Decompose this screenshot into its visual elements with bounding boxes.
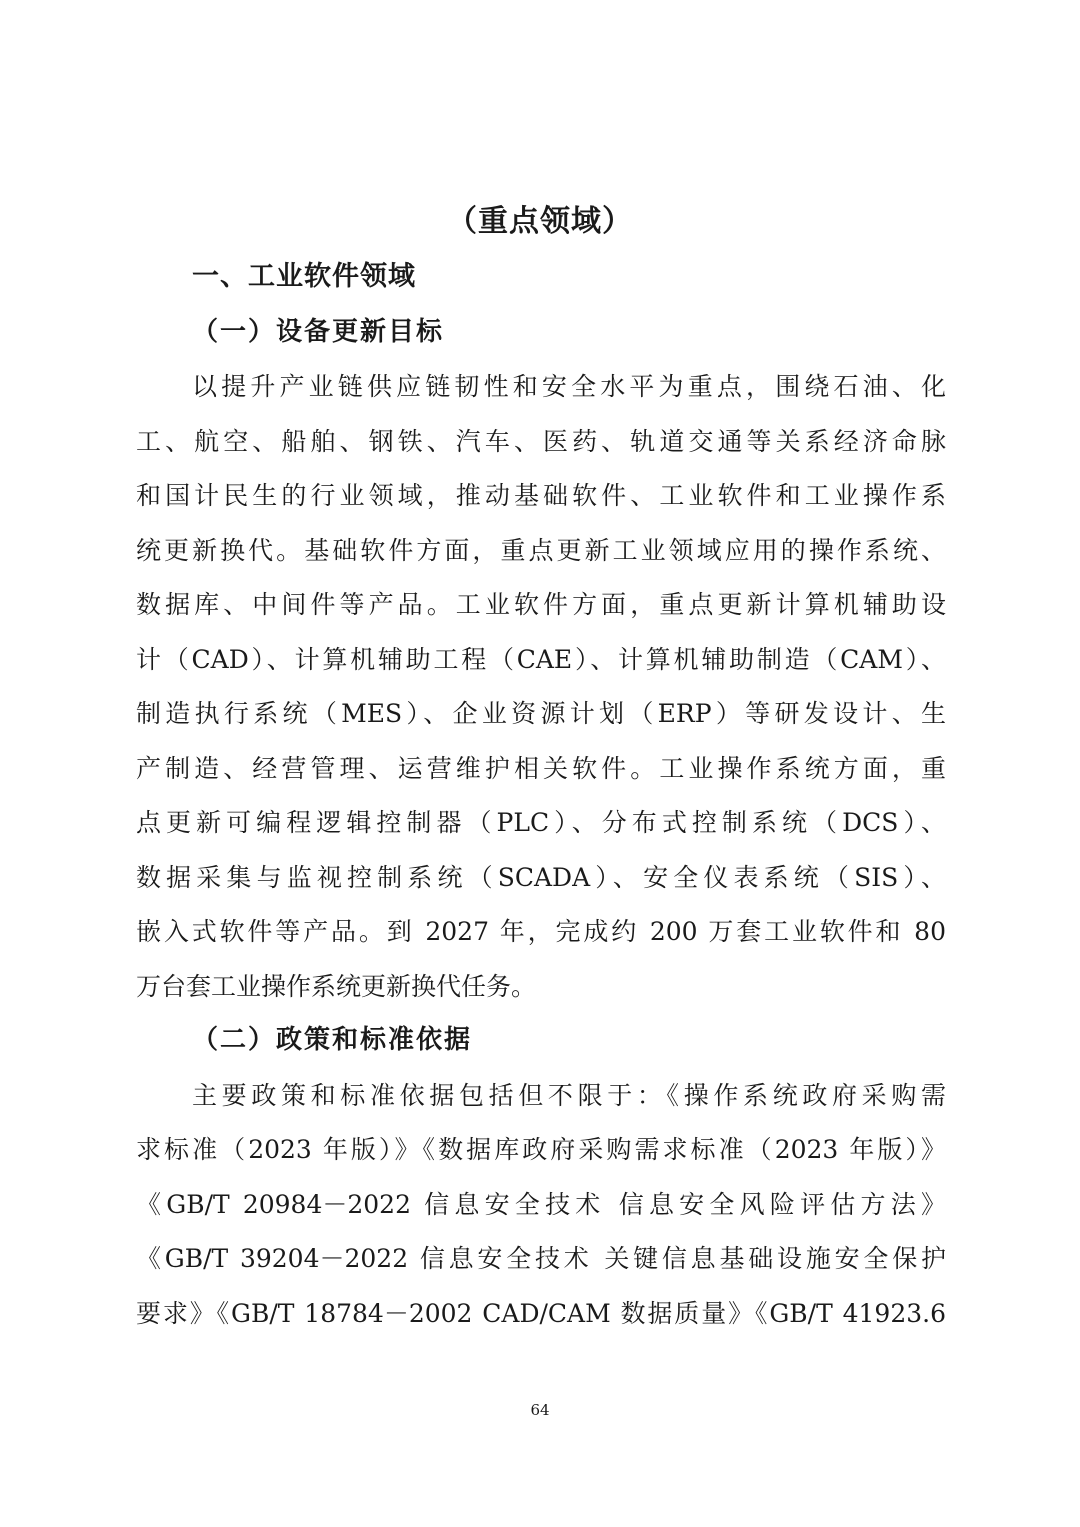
paragraph-line: 求标准（2023 年版）》《数据库政府采购需求标准（2023 年版）》 xyxy=(136,1135,946,1164)
paragraph-line: 《GB/T 39204－2022 信息安全技术 关键信息基础设施安全保护 xyxy=(136,1244,946,1273)
subsection-heading-equipment-update-goal: （一）设备更新目标 xyxy=(192,317,445,347)
paragraph-line: 和国计民生的行业领域，推动基础软件、工业软件和工业操作系 xyxy=(136,481,946,510)
paragraph-line: 《GB/T 20984－2022 信息安全技术 信息安全风险评估方法》 xyxy=(136,1190,946,1219)
paragraph-line: 数据采集与监视控制系统（SCADA）、安全仪表系统（SIS）、 xyxy=(136,863,946,892)
page-number: 64 xyxy=(530,1401,550,1419)
subsection-heading-policy-standards: （二）政策和标准依据 xyxy=(192,1025,473,1055)
paragraph-line: 数据库、中间件等产品。工业软件方面，重点更新计算机辅助设 xyxy=(136,590,946,619)
section-heading: 一、工业软件领域 xyxy=(192,261,416,292)
paragraph-line: 万台套工业操作系统更新换代任务。 xyxy=(136,972,537,1001)
paragraph-line: 计（CAD）、计算机辅助工程（CAE）、计算机辅助制造（CAM）、 xyxy=(136,645,946,674)
paragraph-line: 主要政策和标准依据包括但不限于：《操作系统政府采购需 xyxy=(192,1081,946,1110)
paragraph-line: 点更新可编程逻辑控制器（PLC）、分布式控制系统（DCS）、 xyxy=(136,808,946,837)
paragraph-line: 要求》《GB/T 18784－2002 CAD/CAM 数据质量》《GB/T 41923.6 xyxy=(136,1299,946,1328)
document-title: （重点领域） xyxy=(447,204,633,239)
paragraph-line: 统更新换代。基础软件方面，重点更新工业领域应用的操作系统、 xyxy=(136,536,946,565)
paragraph-line: 嵌入式软件等产品。到 2027 年，完成约 200 万套工业软件和 80 xyxy=(136,917,946,946)
paragraph-line: 产制造、经营管理、运营维护相关软件。工业操作系统方面，重 xyxy=(136,754,946,783)
paragraph-line: 以提升产业链供应链韧性和安全水平为重点，围绕石油、化 xyxy=(192,372,946,401)
paragraph-line: 制造执行系统（MES）、企业资源计划（ERP）等研发设计、生 xyxy=(136,699,946,728)
paragraph-line: 工、航空、船舶、钢铁、汽车、医药、轨道交通等关系经济命脉 xyxy=(136,427,946,456)
